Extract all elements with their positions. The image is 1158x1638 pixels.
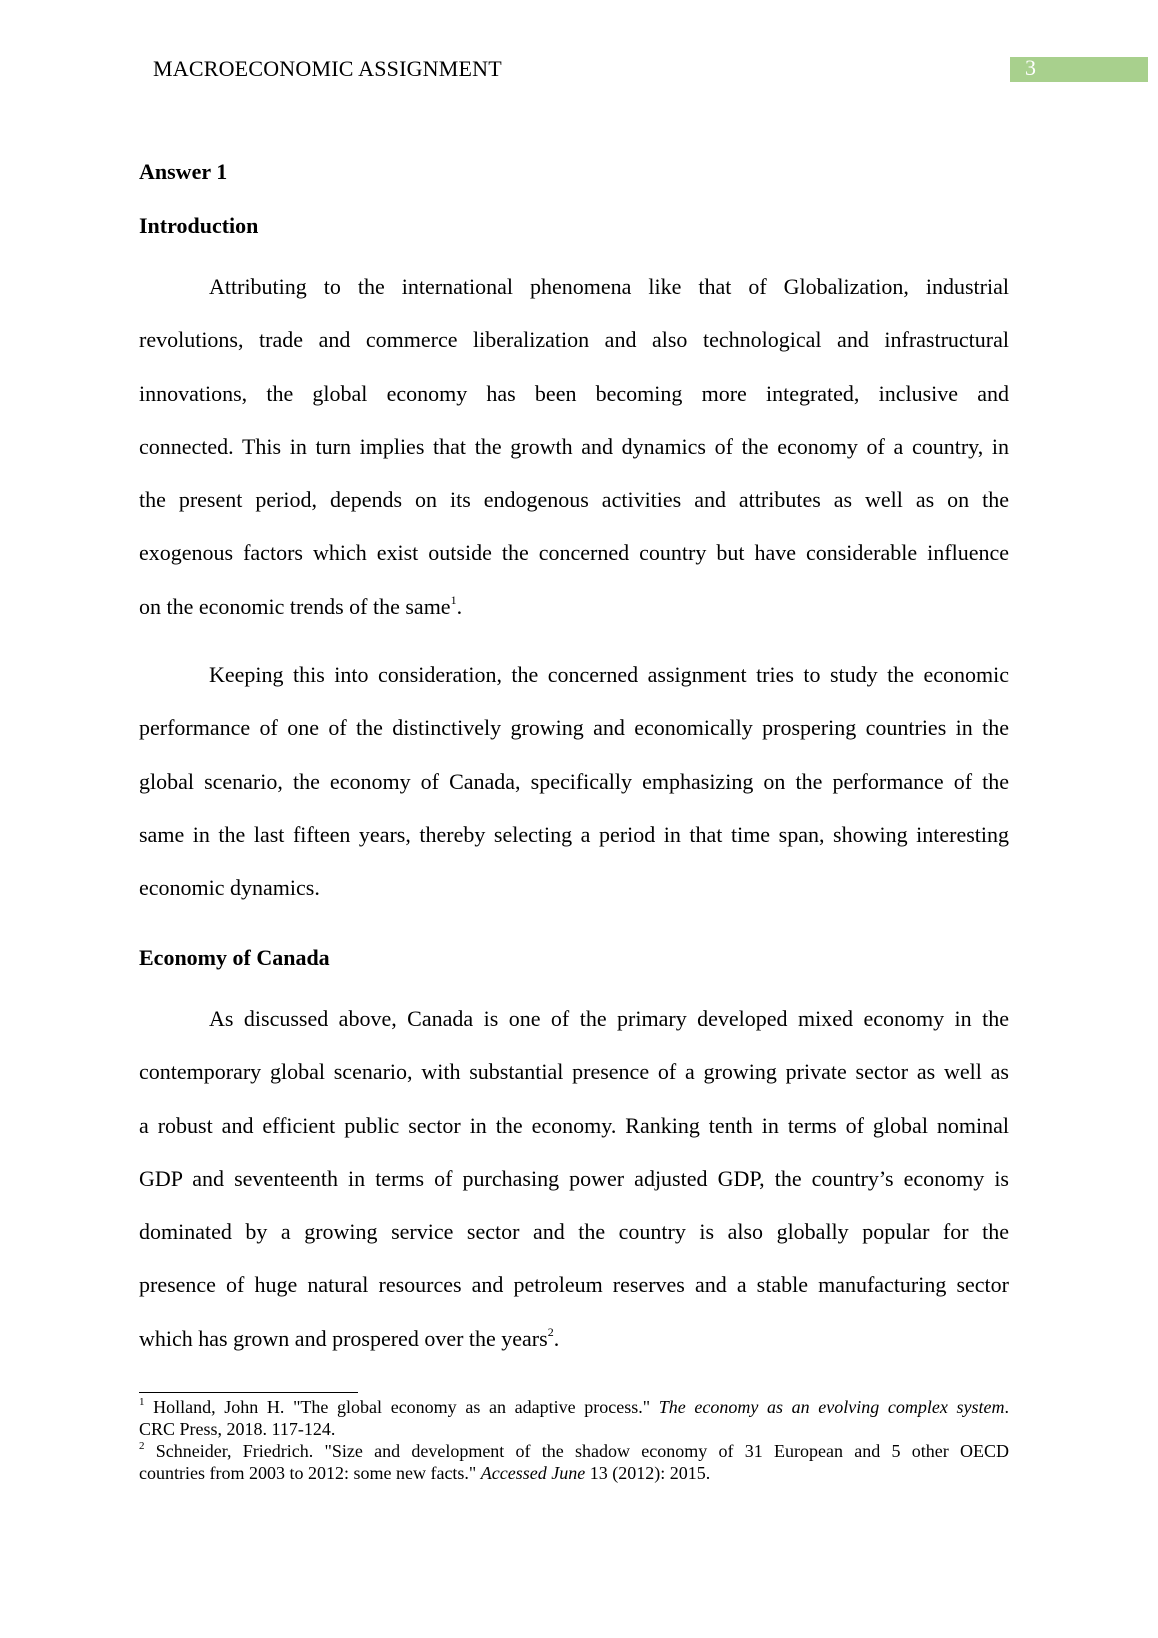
para-text: which has grown and prospered over the years xyxy=(139,1325,548,1351)
heading-answer: Answer 1 xyxy=(139,159,228,184)
footnote-line xyxy=(139,1396,1009,1418)
footnote-number: 2 xyxy=(139,1440,145,1452)
page-number-box xyxy=(1010,57,1148,82)
para-line: contemporary global scenario, with substantial presence of a growing private sector as well as xyxy=(139,1059,1009,1085)
para-line: a robust and efficient public sector in the economy. Ranking tenth in terms of global nominal xyxy=(139,1112,1009,1138)
para-line: connected. This in turn implies that the growth and dynamics of the economy of a country, in xyxy=(139,433,1009,459)
footnote-line: CRC Press, 2018. 117-124. xyxy=(139,1419,336,1439)
para-line: dominated by a growing service sector and the country is also globally popular for the xyxy=(139,1219,1009,1245)
paragraph-intro-2 xyxy=(139,648,1009,914)
paragraph-intro-1 xyxy=(139,260,1009,633)
paragraph-economy-1 xyxy=(139,992,1009,1365)
footnote-separator xyxy=(139,1392,358,1393)
para-line-last xyxy=(139,1312,1009,1365)
para-line: Keeping this into consideration, the concerned assignment tries to study the economic xyxy=(209,662,1009,687)
footnote-text: . xyxy=(1004,1397,1009,1417)
para-line: the present period, depends on its endogenous activities and attributes as well as on the xyxy=(139,487,1009,513)
para-line: innovations, the global economy has been becoming more integrated, inclusive and xyxy=(139,380,1009,406)
page-number: 3 xyxy=(1025,55,1036,80)
para-line: presence of huge natural resources and petroleum reserves and a stable manufacturing sector xyxy=(139,1272,1009,1298)
heading-introduction: Introduction xyxy=(139,213,259,238)
para-end: . xyxy=(456,593,463,619)
para-line: Attributing to the international phenomena like that of Globalization, industrial xyxy=(209,274,1009,299)
para-end: . xyxy=(553,1325,560,1351)
para-line: same in the last fifteen years, thereby selecting a period in that time span, showing interesting xyxy=(139,821,1009,847)
footnote-2 xyxy=(139,1440,1009,1484)
para-line: exogenous factors which exist outside the concerned country but have considerable influence xyxy=(139,540,1009,566)
footnote-text: 13 (2012): 2015. xyxy=(585,1463,711,1483)
footnote-line xyxy=(139,1440,1009,1462)
footnote-ref-2[interactable]: 2 xyxy=(547,1324,554,1339)
para-text: on the economic trends of the same xyxy=(139,593,451,619)
para-line: GDP and seventeenth in terms of purchasing power adjusted GDP, the country’s economy is xyxy=(139,1165,1009,1191)
para-line: global scenario, the economy of Canada, specifically emphasizing on the performance of the xyxy=(139,768,1009,794)
footnote-1 xyxy=(139,1396,1009,1440)
footnote-text: Schneider, Friedrich. "Size and development of the shadow economy of 31 European and 5 other OECD xyxy=(144,1441,1009,1461)
footnote-line xyxy=(139,1462,1009,1484)
para-line: revolutions, trade and commerce liberalization and also technological and infrastructural xyxy=(139,327,1009,353)
footnotes xyxy=(139,1396,1009,1484)
para-line-last xyxy=(139,580,1009,633)
footnote-text: Holland, John H. "The global economy as an adaptive process." xyxy=(144,1397,659,1417)
footnote-title: The economy as an evolving complex system xyxy=(658,1397,1005,1417)
footnote-number: 1 xyxy=(139,1396,145,1408)
para-line: As discussed above, Canada is one of the primary developed mixed economy in the xyxy=(209,1006,1009,1031)
footnote-title: Accessed June xyxy=(480,1463,586,1483)
heading-economy: Economy of Canada xyxy=(139,945,330,970)
running-head: MACROECONOMIC ASSIGNMENT xyxy=(153,56,502,81)
para-line-last: economic dynamics. xyxy=(139,875,320,901)
footnote-ref-1[interactable]: 1 xyxy=(450,592,457,607)
para-line: performance of one of the distinctively growing and economically prospering countries in the xyxy=(139,715,1009,741)
footnote-text: countries from 2003 to 2012: some new facts." xyxy=(139,1463,481,1483)
